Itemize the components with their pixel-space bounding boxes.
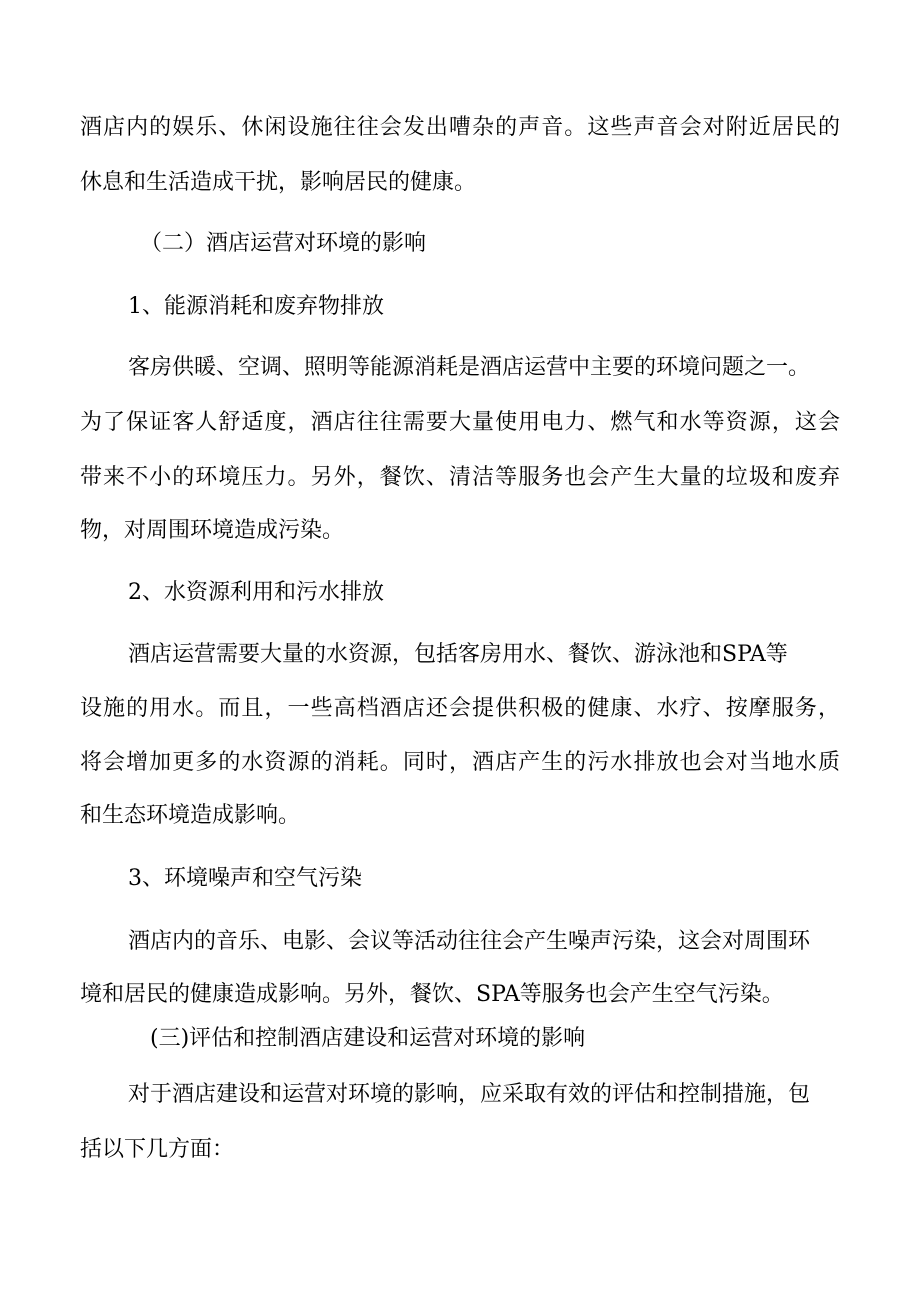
paragraph-line: 酒店运营需要大量的水资源，包括客房用水、餐饮、游泳池和SPA等	[128, 642, 788, 667]
paragraph-line: 物，对周围环境造成污染。	[80, 518, 345, 543]
subsection-heading: 2、水资源利用和污水排放	[128, 580, 384, 605]
subsection-heading: 3、环境噪声和空气污染	[128, 866, 362, 891]
paragraph-line: 客房供暖、空调、照明等能源消耗是酒店运营中主要的环境问题之一。	[128, 355, 811, 380]
section-heading: （二）酒店运营对环境的影响	[140, 231, 427, 256]
paragraph-line: 境和居民的健康造成影响。另外，餐饮、SPA等服务也会产生空气污染。	[80, 982, 784, 1007]
subsection-heading: 1、能源消耗和废弃物排放	[128, 294, 384, 319]
paragraph-line: 对于酒店建设和运营对环境的影响，应采取有效的评估和控制措施，包	[128, 1082, 811, 1107]
paragraph-line: 酒店内的音乐、电影、会议等活动往往会产生噪声污染，这会对周围环	[128, 929, 811, 954]
section-heading: (三)评估和控制酒店建设和运营对环境的影响	[150, 1026, 586, 1051]
paragraph-line: 休息和生活造成干扰，影响居民的健康。	[80, 170, 477, 195]
paragraph-line: 为了保证客人舒适度，酒店往往需要大量使用电力、燃气和水等资源，这会	[80, 410, 840, 435]
paragraph-line: 酒店内的娱乐、休闲设施往往会发出嘈杂的声音。这些声音会对附近居民的	[80, 115, 840, 140]
paragraph-line: 设施的用水。而且，一些高档酒店还会提供积极的健康、水疗、按摩服务，	[80, 696, 840, 721]
paragraph-line: 和生态环境造成影响。	[80, 803, 301, 828]
paragraph-line: 带来不小的环境压力。另外，餐饮、清洁等服务也会产生大量的垃圾和废弃	[80, 465, 840, 490]
paragraph-line: 将会增加更多的水资源的消耗。同时，酒店产生的污水排放也会对当地水质	[80, 750, 840, 775]
paragraph-line: 括以下几方面：	[80, 1137, 235, 1162]
